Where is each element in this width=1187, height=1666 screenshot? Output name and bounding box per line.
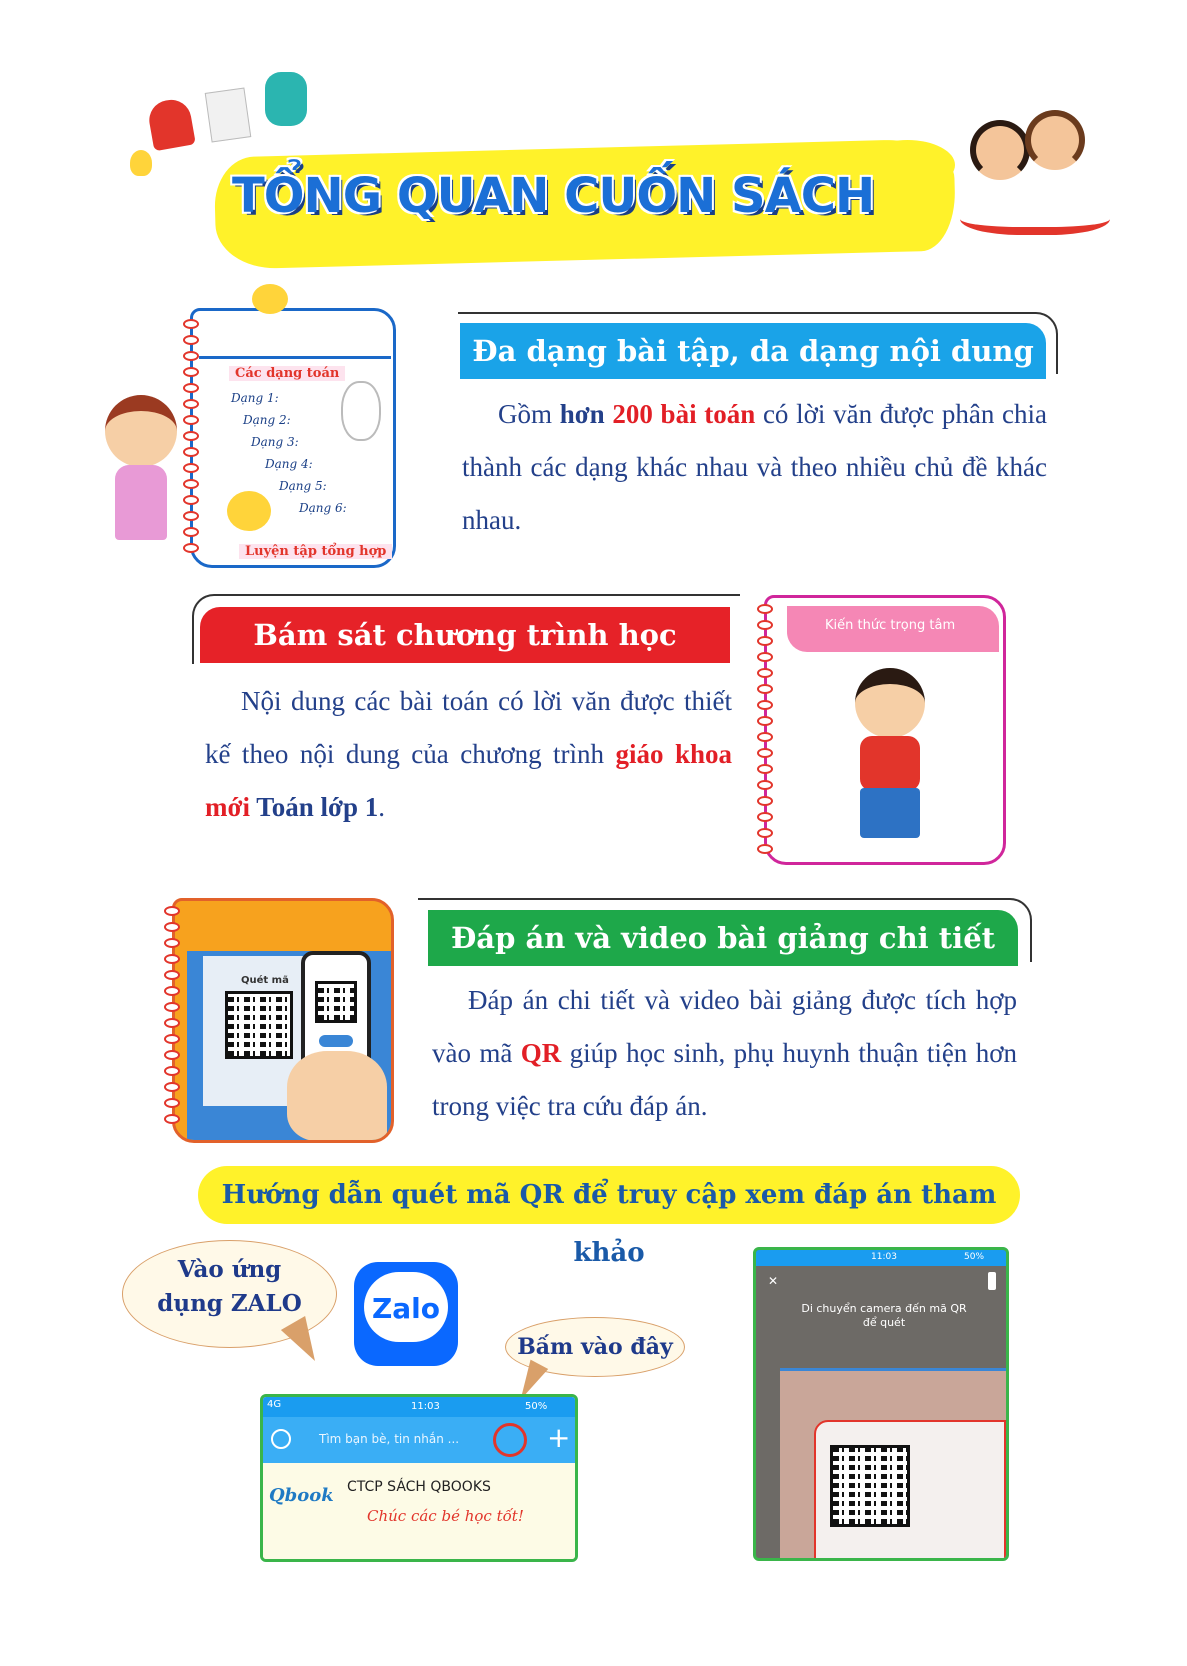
- card-item: Dạng 6:: [299, 501, 347, 515]
- qbooks-logo: Qbook: [269, 1485, 334, 1506]
- section3-text: Đáp án chi tiết và video bài giảng được tích hợp vào mã QR giúp học sinh, phụ huynh thuận tiện hơn trong việc tra cứu đáp án.: [432, 985, 1017, 1121]
- close-icon[interactable]: ✕: [768, 1274, 779, 1288]
- zalo-home-screenshot: [260, 1394, 578, 1562]
- card-item: Dạng 5:: [279, 479, 327, 493]
- status-bar: [756, 1250, 1006, 1266]
- status-time: 11:03: [411, 1401, 440, 1412]
- bunny-illustration: [341, 381, 381, 441]
- card-item: Dạng 4:: [265, 457, 313, 471]
- qr-scan-card: [172, 898, 394, 1143]
- flashlight-icon[interactable]: [988, 1272, 996, 1290]
- battery-label: 50%: [964, 1252, 985, 1262]
- letter-a-decoration: [146, 97, 196, 152]
- section2-heading: Bám sát chương trình học: [200, 607, 730, 663]
- section2-text: Nội dung các bài toán có lời văn được thiết kế theo nội dung của chương trình giáo khoa mới Toán lớp 1.: [205, 686, 732, 822]
- open-zalo-bubble: Vào ứng dụng ZALO: [122, 1240, 337, 1348]
- qr-scan-icon[interactable]: [493, 1423, 527, 1457]
- qr-code: [830, 1445, 910, 1527]
- hand-illustration: [287, 1051, 387, 1141]
- card-title: Kiến thức trọng tâm: [825, 618, 956, 633]
- title-highlight-tail: [860, 140, 955, 190]
- boy-illustration: [845, 668, 935, 848]
- key-knowledge-card: [764, 595, 1006, 865]
- guide-banner-text: Hướng dẫn quét mã QR để truy cập xem đáp án tham khảo: [221, 1180, 997, 1268]
- search-icon: [271, 1429, 291, 1449]
- contact-name: CTCP SÁCH QBOOKS: [347, 1479, 491, 1495]
- status-time: 11:03: [871, 1252, 897, 1262]
- section1-text: Gồm hơn 200 bài toán có lời văn được phân chia thành các dạng khác nhau và theo nhiều chủ đề khác nhau.: [462, 399, 1047, 535]
- signal-label: 4G: [267, 1399, 282, 1410]
- card-title: Các dạng toán: [229, 366, 345, 381]
- letter-b-decoration: [265, 72, 307, 126]
- contact-message: Chúc các bé học tốt!: [367, 1507, 524, 1525]
- qr-scanner-screenshot: [753, 1247, 1009, 1561]
- zalo-logo-text: Zalo: [371, 1292, 441, 1325]
- card-item: Dạng 1:: [231, 391, 279, 405]
- card-item: Dạng 2:: [243, 413, 291, 427]
- scanner-instruction: Di chuyển camera đến mã QR để quét: [801, 1302, 967, 1329]
- card-footer: Luyện tập tổng hợp: [239, 544, 392, 559]
- mascot-clip-icon: [252, 284, 288, 314]
- page-title: TỔNG QUAN CUỐN SÁCH: [232, 168, 875, 224]
- qr-code: [225, 991, 293, 1059]
- chick-illustration: [227, 491, 271, 531]
- search-bar[interactable]: [263, 1417, 575, 1463]
- lightbulb-icon: [130, 150, 152, 176]
- section3-heading: Đáp án và video bài giảng chi tiết: [428, 910, 1018, 966]
- contact-row[interactable]: [263, 1463, 575, 1562]
- tap-here-bubble: Bấm vào đây: [505, 1317, 685, 1377]
- scan-label: Quét mã: [241, 975, 289, 986]
- card-item: Dạng 3:: [251, 435, 299, 449]
- kids-reading-illustration: [960, 110, 1110, 240]
- search-placeholder: Tìm bạn bè, tin nhắn ...: [319, 1432, 460, 1446]
- zalo-app-icon[interactable]: [354, 1262, 458, 1366]
- section1-heading: Đa dạng bài tập, da dạng nội dung: [460, 323, 1046, 379]
- paper-decoration: [205, 87, 252, 142]
- battery-label: 50%: [525, 1401, 548, 1412]
- status-bar: [263, 1397, 575, 1417]
- content-types-card: [190, 308, 396, 568]
- girl-illustration: [80, 395, 200, 555]
- plus-icon[interactable]: +: [547, 1421, 571, 1454]
